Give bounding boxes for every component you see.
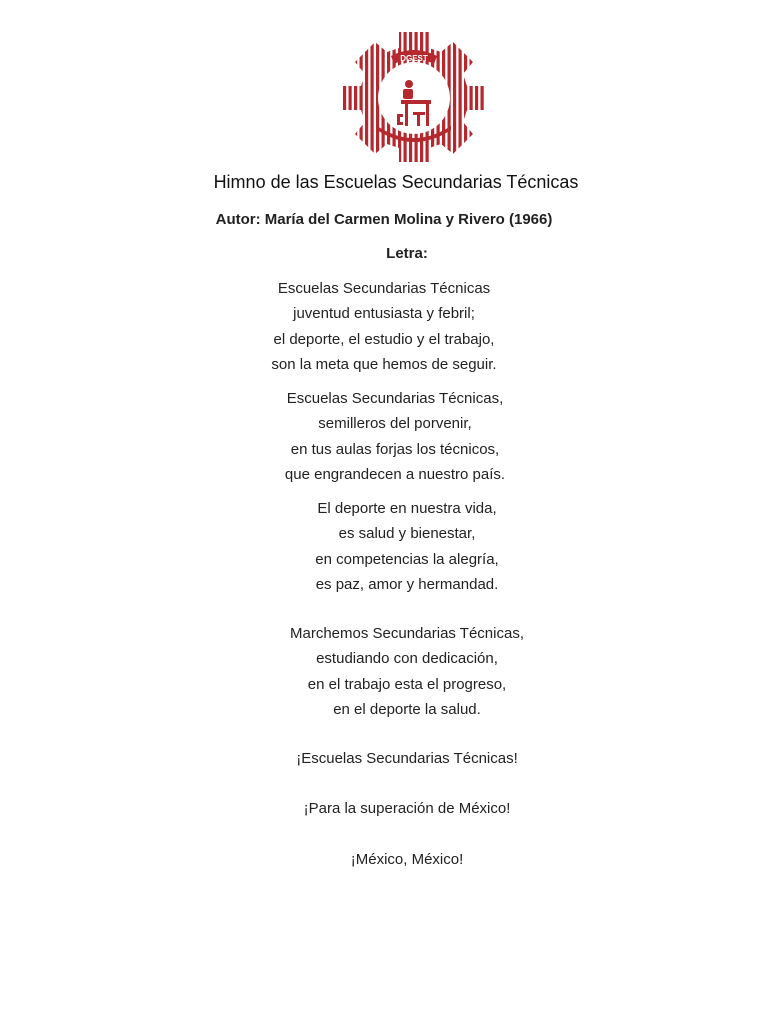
author-line: Autor: María del Carmen Molina y Rivero (1966) — [215, 211, 553, 228]
document-title: Himno de las Escuelas Secundarias Técnicas — [213, 172, 579, 192]
closing-line-2: ¡Para la superación de México! — [303, 800, 511, 817]
stanza-3 — [0, 496, 768, 597]
logo-inner-disc — [378, 62, 450, 134]
verse-line: el deporte, el estudio y el trabajo, — [273, 330, 495, 348]
dgest-logo-icon — [341, 30, 487, 164]
closing-line-3: ¡México, México! — [350, 851, 464, 868]
lyrics-label: Letra: — [386, 245, 428, 262]
verse-line: Marchemos Secundarias Técnicas, — [290, 625, 524, 642]
verse-line: en el trabajo esta el progreso, — [307, 675, 507, 693]
verse-line: es paz, amor y hermandad. — [315, 575, 499, 593]
closing-line-1: ¡Escuelas Secundarias Técnicas! — [296, 750, 518, 767]
stanza-1 — [0, 276, 768, 377]
verse-line: estudiando con dedicación, — [316, 650, 498, 668]
verse-line: en el deporte la salud. — [333, 700, 481, 718]
verse-line: son la meta que hemos de seguir. — [271, 355, 497, 373]
verse-line: es salud y bienestar, — [338, 525, 476, 543]
verse-line: que engrandecen a nuestro país. — [284, 465, 506, 483]
verse-line: El deporte en nuestra vida, — [317, 500, 497, 517]
verse-line: Escuelas Secundarias Técnicas — [277, 280, 491, 297]
verse-line: juventud entusiasta y febril; — [293, 305, 475, 323]
verse-line: en tus aulas forjas los técnicos, — [290, 440, 500, 458]
verse-line: en competencias la alegría, — [315, 550, 499, 568]
verse-line: semilleros del porvenir, — [318, 415, 472, 433]
stanza-2 — [0, 386, 768, 487]
logo-dgest-text: DGEST — [400, 54, 428, 63]
verse-line: Escuelas Secundarias Técnicas, — [286, 390, 504, 407]
stanza-4 — [0, 621, 768, 722]
